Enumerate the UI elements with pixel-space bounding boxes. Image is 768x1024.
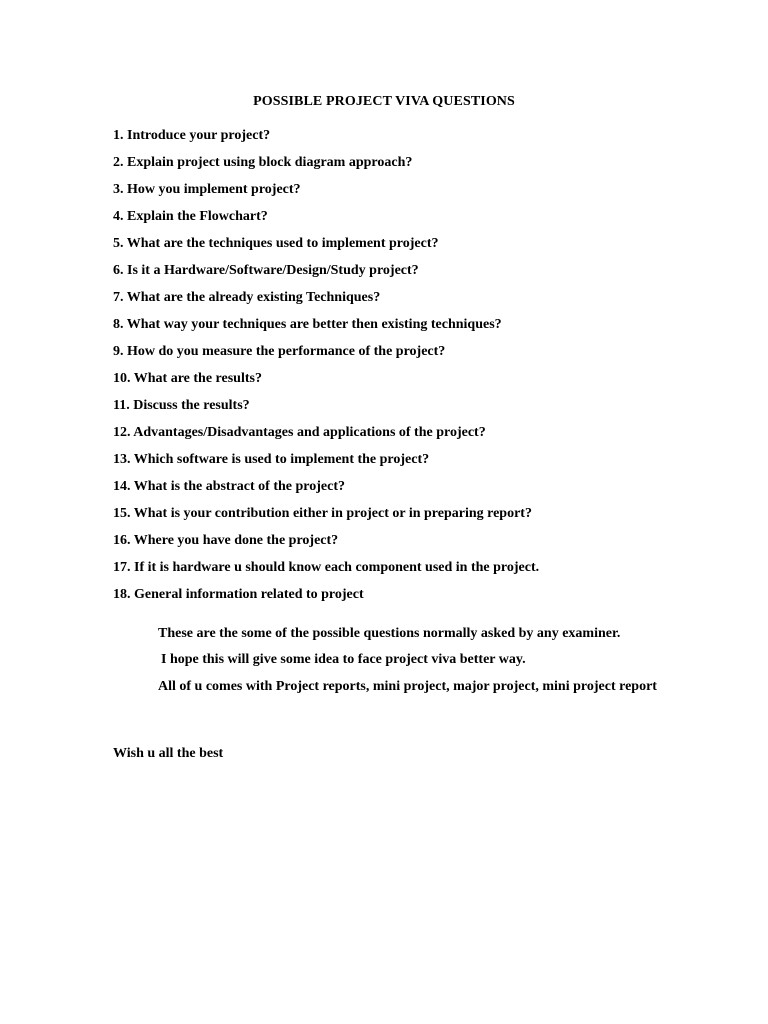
question-item: 14. What is the abstract of the project? [113, 479, 346, 494]
paragraph-hope: I hope this will give some idea to face project viva better way. [161, 652, 526, 667]
question-item: 9. How do you measure the performance of the project? [113, 344, 446, 359]
question-item: 4. Explain the Flowchart? [113, 209, 268, 224]
question-item: 8. What way your techniques are better then existing techniques? [113, 317, 502, 332]
paragraph-examiner: These are the some of the possible questions normally asked by any examiner. [158, 626, 621, 641]
paragraph-reports: All of u comes with Project reports, mini project, major project, mini project report [158, 679, 657, 694]
question-item: 16. Where you have done the project? [113, 533, 339, 548]
question-item: 17. If it is hardware u should know each component used in the project. [113, 560, 540, 575]
question-item: 6. Is it a Hardware/Software/Design/Study project? [113, 263, 419, 278]
question-item: 2. Explain project using block diagram approach? [113, 155, 413, 170]
question-item: 11. Discuss the results? [113, 398, 250, 413]
question-item: 1. Introduce your project? [113, 128, 271, 143]
question-list [113, 126, 539, 612]
closing-line: Wish u all the best [113, 746, 224, 761]
question-item: 12. Advantages/Disadvantages and applications of the project? [113, 425, 486, 440]
question-item: 7. What are the already existing Techniques? [113, 290, 381, 305]
question-item: 3. How you implement project? [113, 182, 301, 197]
question-item: 18. General information related to project [113, 587, 364, 602]
question-item: 5. What are the techniques used to implement project? [113, 236, 439, 251]
question-item: 10. What are the results? [113, 371, 262, 386]
document-title: POSSIBLE PROJECT VIVA QUESTIONS [253, 94, 515, 109]
question-item: 13. Which software is used to implement the project? [113, 452, 430, 467]
question-item: 15. What is your contribution either in project or in preparing report? [113, 506, 532, 521]
